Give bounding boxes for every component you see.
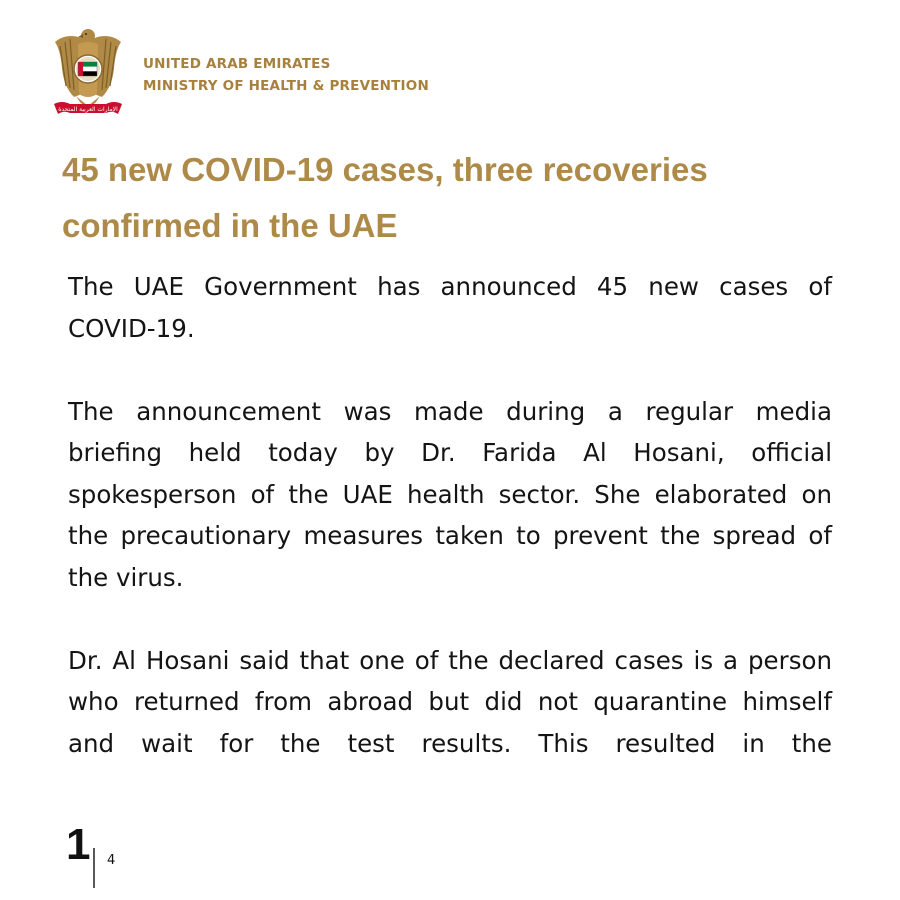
- paragraph-1: [68, 266, 832, 349]
- paragraph-2: [68, 391, 832, 599]
- uae-coat-of-arms-icon: [52, 24, 124, 117]
- body-line: Dr. Al Hosani said that one of the declared cases is a person: [68, 645, 832, 675]
- body-line: The announcement was made during a regular media: [68, 396, 832, 426]
- ministry-name: [143, 53, 429, 97]
- body-line: who returned from abroad but did not quarantine himself: [68, 687, 832, 716]
- body-line: The UAE Government has announced 45 new cases of: [68, 272, 832, 301]
- ministry-title: MINISTRY OF HEALTH & PREVENTION: [143, 78, 429, 94]
- body-line: the precautionary measures taken to prevent the spread of: [68, 521, 832, 550]
- emblem-ribbon-text: الإمارات العربية المتحدة: [58, 106, 118, 113]
- headline-line: 45 new COVID-19 cases, three recoveries: [62, 151, 708, 188]
- body-line: spokesperson of the UAE health sector. She elaborated on: [68, 479, 832, 509]
- page-total: 4: [107, 853, 116, 868]
- country-name: UNITED ARAB EMIRATES: [143, 56, 331, 72]
- ministry-header: [52, 24, 572, 119]
- body-line: COVID-19.: [68, 313, 195, 343]
- press-release-headline: [62, 142, 842, 254]
- headline-line: confirmed in the UAE: [62, 207, 398, 244]
- body-line: and wait for the test results. This resulted in the: [68, 728, 832, 758]
- article-body: [68, 266, 832, 764]
- body-line: the virus.: [68, 562, 184, 592]
- page-divider: [93, 848, 95, 888]
- paragraph-3: [68, 640, 832, 765]
- body-line: briefing held today by Dr. Farida Al Hosani, official: [68, 438, 832, 467]
- page-current: 1: [66, 820, 91, 869]
